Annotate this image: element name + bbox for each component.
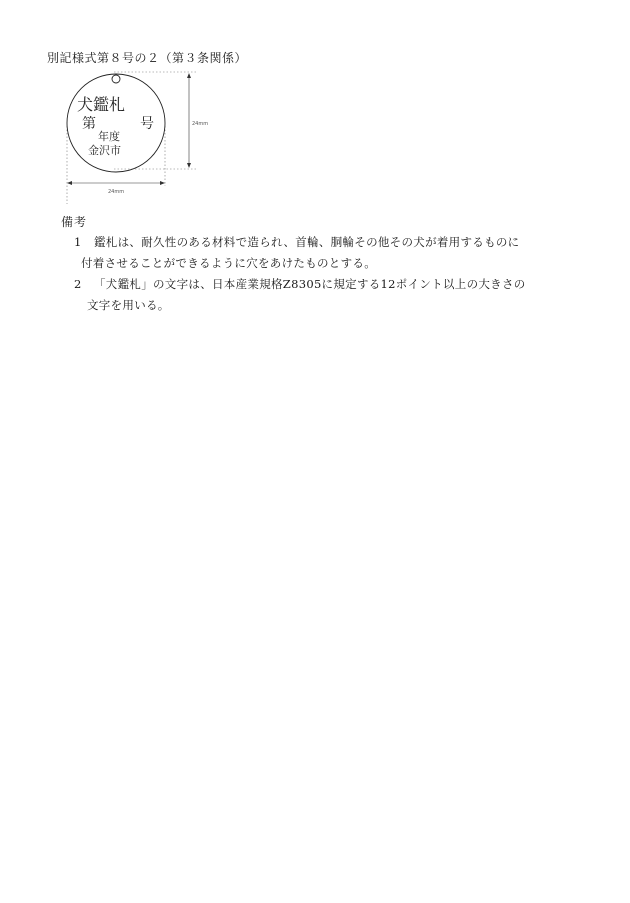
height-arrow-top [187,73,191,78]
tag-number-suffix: 号 [140,116,154,132]
width-arrow-right [160,181,165,185]
tag-year-label: 年度 [98,130,120,143]
width-label: 24mm [108,189,125,195]
dog-tag-diagram [56,66,226,206]
dog-tag-svg [56,66,226,206]
tag-issuer: 金沢市 [88,144,121,157]
note-text-line: 鑑札は、耐久性のある材料で造られ、首輪、胴輪その他その犬が着用するものに [94,235,520,249]
note-text-line: 「犬鑑札」の文字は、日本産業規格Z8305に規定する12ポイント以上の大きさの [94,277,526,291]
width-arrow-left [67,181,72,185]
notes-list [74,232,594,316]
note-text-continuation: 付着させることができるように穴をあけたものとする。 [81,256,376,270]
tag-name: 犬鑑札 [77,95,126,114]
note-number: 1 [74,235,82,249]
note-item-2 [74,274,594,316]
note-text-continuation: 文字を用いる。 [87,298,170,312]
note-item-1 [74,232,594,274]
height-label: 24mm [192,121,209,127]
note-number: 2 [74,277,82,291]
height-arrow-bottom [187,163,191,168]
tag-number-prefix: 第 [82,116,96,132]
notes-heading: 備考 [61,215,88,229]
form-title: 別記様式第８号の２（第３条関係） [47,51,248,65]
circle-hole-icon [112,75,120,83]
